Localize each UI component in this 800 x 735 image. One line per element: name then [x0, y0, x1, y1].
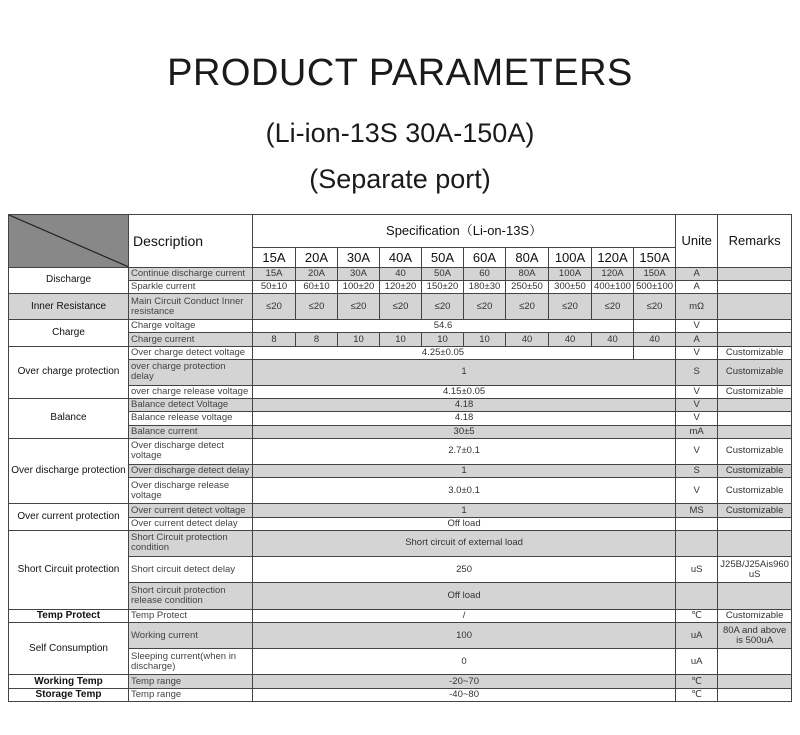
value-cell: 150A	[634, 267, 676, 280]
unit-cell: V	[676, 399, 718, 412]
value-cell: 10	[338, 333, 380, 346]
category-cell: Short Circuit protection	[9, 530, 129, 609]
column-header: 100A	[549, 248, 592, 267]
description-cell: Over current detect voltage	[129, 504, 253, 517]
description-header: Description	[129, 215, 253, 268]
category-cell: Temp Protect	[9, 609, 129, 622]
unit-cell: uA	[676, 649, 718, 675]
value-cell: -20~70	[253, 675, 676, 688]
value-cell: ≤20	[506, 293, 549, 319]
unit-cell: uS	[676, 557, 718, 583]
page-title: PRODUCT PARAMETERS	[167, 52, 633, 94]
category-cell: Self Consumption	[9, 622, 129, 675]
value-cell: 4.15±0.05	[253, 386, 676, 399]
remark-cell: Customizable	[718, 386, 792, 399]
value-cell	[634, 320, 676, 333]
description-cell: Working current	[129, 622, 253, 648]
remark-cell	[718, 333, 792, 346]
value-cell: /	[253, 609, 676, 622]
description-cell: Sleeping current(when in discharge)	[129, 649, 253, 675]
remark-cell	[718, 280, 792, 293]
value-cell: 60±10	[296, 280, 338, 293]
description-cell: Over discharge release voltage	[129, 478, 253, 504]
value-cell: ≤20	[634, 293, 676, 319]
value-cell: 4.18	[253, 399, 676, 412]
value-cell: 40	[380, 267, 422, 280]
value-cell: 100±20	[338, 280, 380, 293]
table-row	[9, 438, 792, 464]
value-cell: 250	[253, 557, 676, 583]
description-cell: Charge voltage	[129, 320, 253, 333]
value-cell: 400±100	[592, 280, 634, 293]
unit-cell: V	[676, 320, 718, 333]
remark-cell	[718, 583, 792, 609]
value-cell: 3.0±0.1	[253, 478, 676, 504]
column-header: 80A	[506, 248, 549, 267]
value-cell: 30±5	[253, 425, 676, 438]
unit-cell	[676, 530, 718, 556]
value-cell: 8	[253, 333, 296, 346]
unit-cell: A	[676, 280, 718, 293]
description-cell: Temp Protect	[129, 609, 253, 622]
unit-cell: ℃	[676, 688, 718, 701]
description-cell: Temp range	[129, 675, 253, 688]
table-row	[9, 530, 792, 556]
unit-cell: V	[676, 412, 718, 425]
remark-cell	[718, 399, 792, 412]
unit-cell: MS	[676, 504, 718, 517]
column-header: 150A	[634, 248, 676, 267]
unit-cell: S	[676, 464, 718, 477]
table-row	[9, 399, 792, 412]
remark-cell: Customizable	[718, 609, 792, 622]
value-cell: 150±20	[422, 280, 464, 293]
parameter-table	[8, 214, 792, 702]
value-cell: 4.18	[253, 412, 676, 425]
value-cell: 10	[380, 333, 422, 346]
value-cell: Short circuit of external load	[253, 530, 676, 556]
remark-cell	[718, 320, 792, 333]
column-header: 120A	[592, 248, 634, 267]
table-row	[9, 622, 792, 648]
unit-cell	[676, 517, 718, 530]
column-header: 60A	[464, 248, 506, 267]
table-row	[9, 688, 792, 701]
remark-cell	[718, 530, 792, 556]
description-cell: Over discharge detect delay	[129, 464, 253, 477]
description-cell: Balance current	[129, 425, 253, 438]
unit-cell: A	[676, 333, 718, 346]
value-cell: 8	[296, 333, 338, 346]
value-cell: 100A	[549, 267, 592, 280]
category-cell: Over current protection	[9, 504, 129, 530]
remark-cell: Customizable	[718, 346, 792, 359]
value-cell: 180±30	[464, 280, 506, 293]
description-cell: Short circuit protection release condition	[129, 583, 253, 609]
description-cell: Charge current	[129, 333, 253, 346]
table-row	[9, 267, 792, 280]
table-row	[9, 346, 792, 359]
column-header: 15A	[253, 248, 296, 267]
value-cell: 0	[253, 649, 676, 675]
value-cell: 50±10	[253, 280, 296, 293]
unit-cell: V	[676, 386, 718, 399]
value-cell	[634, 346, 676, 359]
value-cell: 500±100	[634, 280, 676, 293]
description-cell: Over charge detect voltage	[129, 346, 253, 359]
value-cell: 54.6	[253, 320, 634, 333]
column-header: 50A	[422, 248, 464, 267]
category-cell: Storage Temp	[9, 688, 129, 701]
value-cell: ≤20	[253, 293, 296, 319]
unit-header: Unite	[676, 215, 718, 268]
value-cell: 1	[253, 464, 676, 477]
unit-cell	[676, 583, 718, 609]
unit-cell: V	[676, 478, 718, 504]
value-cell: 50A	[422, 267, 464, 280]
value-cell: 40	[634, 333, 676, 346]
value-cell: 250±50	[506, 280, 549, 293]
table-row	[9, 675, 792, 688]
description-cell: Sparkle current	[129, 280, 253, 293]
value-cell: 15A	[253, 267, 296, 280]
value-cell: 20A	[296, 267, 338, 280]
header-diagonal-cell	[9, 215, 129, 268]
remarks-header: Remarks	[718, 215, 792, 268]
column-header: 30A	[338, 248, 380, 267]
value-cell: ≤20	[422, 293, 464, 319]
value-cell: ≤20	[380, 293, 422, 319]
remark-cell	[718, 517, 792, 530]
specification-header: Specification（Li-on-13S）	[253, 215, 676, 248]
table-row	[9, 504, 792, 517]
description-cell: over charge protection delay	[129, 359, 253, 385]
value-cell: 10	[422, 333, 464, 346]
description-cell: Continue discharge current	[129, 267, 253, 280]
category-cell: Discharge	[9, 267, 129, 293]
value-cell: ≤20	[338, 293, 380, 319]
unit-cell: V	[676, 438, 718, 464]
category-cell: Working Temp	[9, 675, 129, 688]
category-cell: Balance	[9, 399, 129, 438]
remark-cell	[718, 675, 792, 688]
value-cell: Off load	[253, 517, 676, 530]
page-subtitle-port: (Separate port)	[309, 164, 491, 194]
table-row	[9, 320, 792, 333]
description-cell: Balance detect Voltage	[129, 399, 253, 412]
unit-cell: mA	[676, 425, 718, 438]
remark-cell	[718, 267, 792, 280]
remark-cell	[718, 293, 792, 319]
value-cell: 2.7±0.1	[253, 438, 676, 464]
page-subtitle-model: (Li-ion-13S 30A-150A)	[265, 118, 535, 148]
unit-cell: A	[676, 267, 718, 280]
remark-cell: Customizable	[718, 478, 792, 504]
value-cell: 100	[253, 622, 676, 648]
description-cell: Over discharge detect voltage	[129, 438, 253, 464]
value-cell: 60	[464, 267, 506, 280]
value-cell: 1	[253, 504, 676, 517]
category-cell: Over charge protection	[9, 346, 129, 399]
description-cell: Balance release voltage	[129, 412, 253, 425]
remark-cell	[718, 649, 792, 675]
value-cell: 4.25±0.05	[253, 346, 634, 359]
table-row	[9, 293, 792, 319]
table-row	[9, 609, 792, 622]
remark-cell	[718, 688, 792, 701]
value-cell: 40	[506, 333, 549, 346]
value-cell: ≤20	[464, 293, 506, 319]
unit-cell: mΩ	[676, 293, 718, 319]
unit-cell: ℃	[676, 675, 718, 688]
unit-cell: uA	[676, 622, 718, 648]
unit-cell: ℃	[676, 609, 718, 622]
value-cell: 30A	[338, 267, 380, 280]
value-cell: ≤20	[296, 293, 338, 319]
value-cell: 40	[592, 333, 634, 346]
remark-cell: Customizable	[718, 504, 792, 517]
value-cell: 120±20	[380, 280, 422, 293]
value-cell: -40~80	[253, 688, 676, 701]
column-header: 40A	[380, 248, 422, 267]
value-cell: Off load	[253, 583, 676, 609]
unit-cell: S	[676, 359, 718, 385]
description-cell: over charge release voltage	[129, 386, 253, 399]
category-cell: Inner Resistance	[9, 293, 129, 319]
remark-cell: Customizable	[718, 359, 792, 385]
remark-cell: J25B/J25Ais960 uS	[718, 557, 792, 583]
description-cell: Short circuit detect delay	[129, 557, 253, 583]
column-header: 20A	[296, 248, 338, 267]
value-cell: 80A	[506, 267, 549, 280]
category-cell: Charge	[9, 320, 129, 346]
remark-cell: Customizable	[718, 438, 792, 464]
value-cell: 40	[549, 333, 592, 346]
value-cell: ≤20	[549, 293, 592, 319]
value-cell: 120A	[592, 267, 634, 280]
description-cell: Short Circuit protection condition	[129, 530, 253, 556]
remark-cell: 80A and above is 500uA	[718, 622, 792, 648]
value-cell: 1	[253, 359, 676, 385]
unit-cell: V	[676, 346, 718, 359]
description-cell: Main Circuit Conduct Inner resistance	[129, 293, 253, 319]
description-cell: Temp range	[129, 688, 253, 701]
value-cell: 10	[464, 333, 506, 346]
value-cell: ≤20	[592, 293, 634, 319]
category-cell: Over discharge protection	[9, 438, 129, 504]
remark-cell	[718, 425, 792, 438]
value-cell: 300±50	[549, 280, 592, 293]
description-cell: Over current detect delay	[129, 517, 253, 530]
remark-cell: Customizable	[718, 464, 792, 477]
remark-cell	[718, 412, 792, 425]
